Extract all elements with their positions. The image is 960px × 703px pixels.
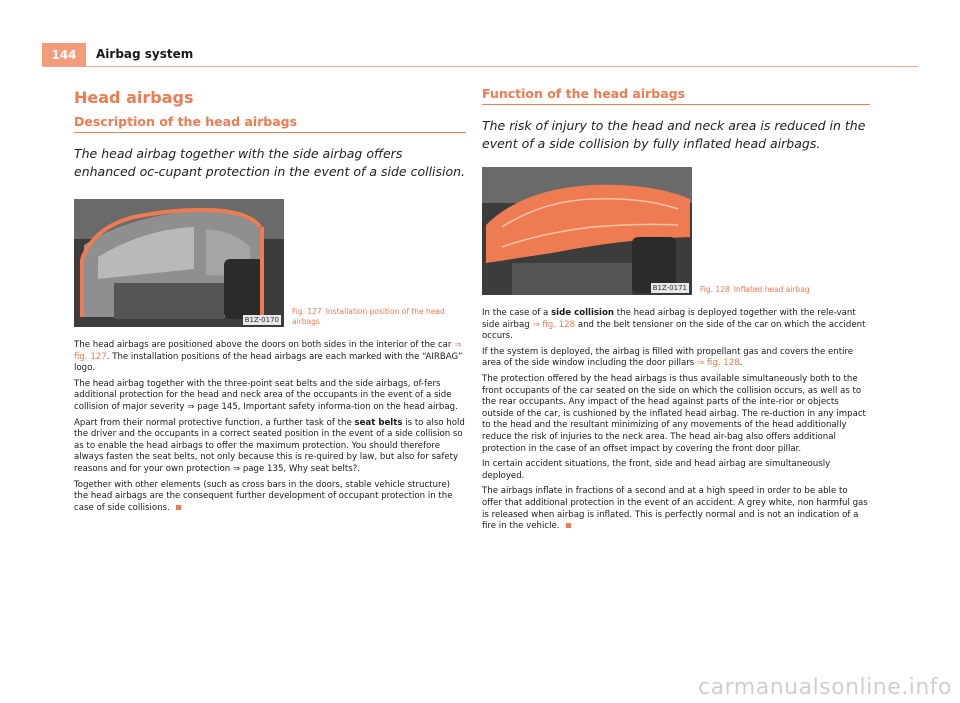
figure-number: Fig. 127 <box>292 307 322 316</box>
text: the head airbag is deployed together with the rele-vant side airbag <box>482 308 856 330</box>
figure-code: B1Z-0171 <box>652 284 687 292</box>
figure-link[interactable]: ⇒ fig. 128 <box>697 358 740 369</box>
watermark: carmanualsonline.info <box>698 675 952 700</box>
paragraph: The protection offered by the head airbags is thus available simultaneously both to the front occupants of the car seated on the side on which the collision occurs, as well as to the rear occupants. Any impact of the head against parts of the inte-rior or objects outside of the car, is cushioned by the inflated head airbag. The re-duction in any impact to the head and the resultant minimizing of any movements of the head additionally reduce the risk of injuries to the neck area. The head air-bag also offers additional protection in the case of an offset impact by covering the front door pillar. <box>482 373 866 454</box>
section-end-icon <box>566 523 571 528</box>
figure-caption-text: Inflated head airbag <box>733 285 810 294</box>
text: The head airbags are positioned above the doors on both sides in the interior of the car <box>74 340 455 350</box>
bold-term: seat belts <box>354 417 403 428</box>
section-end-icon <box>176 505 181 510</box>
paragraph: In certain accident situations, the front, side and head airbag are simultaneously deployed. <box>482 459 831 481</box>
right-body <box>482 308 870 533</box>
text: Apart from their normal protective function, a further task of the <box>74 417 355 428</box>
paragraph <box>74 340 466 375</box>
subsection-title-description: Description of the head airbags <box>74 114 466 133</box>
text: . <box>739 358 743 369</box>
left-body <box>74 340 466 514</box>
paragraph: The head airbag together with the three-point seat belts and the side airbags, of-fers additional protection for the head and neck area of the occupants in the event of a side collision of major severity ⇒ page 145, Important safety informa-tion on the head airbag. <box>74 378 458 412</box>
paragraph <box>482 308 870 343</box>
subsection-title-function: Function of the head airbags <box>482 86 870 105</box>
bold-term: side collision <box>551 308 615 318</box>
left-column <box>74 86 466 514</box>
figure-127 <box>74 199 466 327</box>
text: . The installation positions of the head airbags are each marked with the “AIRBAG” logo. <box>74 351 463 374</box>
figure-number: Fig. 128 <box>700 285 730 294</box>
paragraph <box>74 418 466 476</box>
text: If the system is deployed, the airbag is filled with propellant gas and covers the entire area of the side window including the door pillars <box>482 346 854 369</box>
lead-text-function: The risk of injury to the head and neck area is reduced in the event of a side collision by fully inflated head airbags. <box>482 118 866 151</box>
figure-code: B1Z-0170 <box>244 316 279 324</box>
text: is to also hold the driver and the occupants in a correct seated position in the event of a side collision so as to enable the head airbags to offer the maximum protection. You should therefore always fasten the seat belts, not only because this is re-quired by law, but also for safety reasons and for your own protection ⇒ page 135, Why seat belts?. <box>74 417 465 474</box>
head-airbag-installation-photo <box>74 199 284 327</box>
page-number: 144 <box>42 43 86 67</box>
figure-link[interactable]: ⇒ fig. 128 <box>532 319 576 330</box>
figure-128 <box>482 167 870 295</box>
lead-text-description: The head airbag together with the side airbag offers enhanced oc-cupant protection in the event of a side collision. <box>74 146 466 179</box>
paragraph <box>482 347 870 370</box>
figure-caption-text: Installation position of the head airbags <box>292 307 445 326</box>
paragraph <box>74 480 466 515</box>
section-title: Head airbags <box>74 88 194 107</box>
figure-caption <box>700 285 870 295</box>
text: and the belt tensioner on the side of the car on which the accident occurs. <box>482 319 866 342</box>
text: In the case of a <box>482 308 552 318</box>
header-rule <box>42 66 918 67</box>
figure-link[interactable]: ⇒ fig. 127 <box>74 340 462 362</box>
paragraph <box>482 486 870 532</box>
inflated-head-airbag-photo <box>482 167 692 295</box>
text: Together with other elements (such as cross bars in the doors, stable vehicle structure) the head airbags are the consequent further development of occupant protection in the case of side collisions. <box>74 479 453 513</box>
right-column <box>482 86 870 533</box>
figure-caption <box>292 307 462 327</box>
chapter-title: Airbag system <box>96 47 194 61</box>
text: The airbags inflate in fractions of a second and at a high speed in order to be able to offer that additional protection in the event of an accident. A grey white, non harmful gas is released when airbag is inflated. This is perfectly normal and is not an indication of a fire in the vehicle. <box>482 486 868 532</box>
